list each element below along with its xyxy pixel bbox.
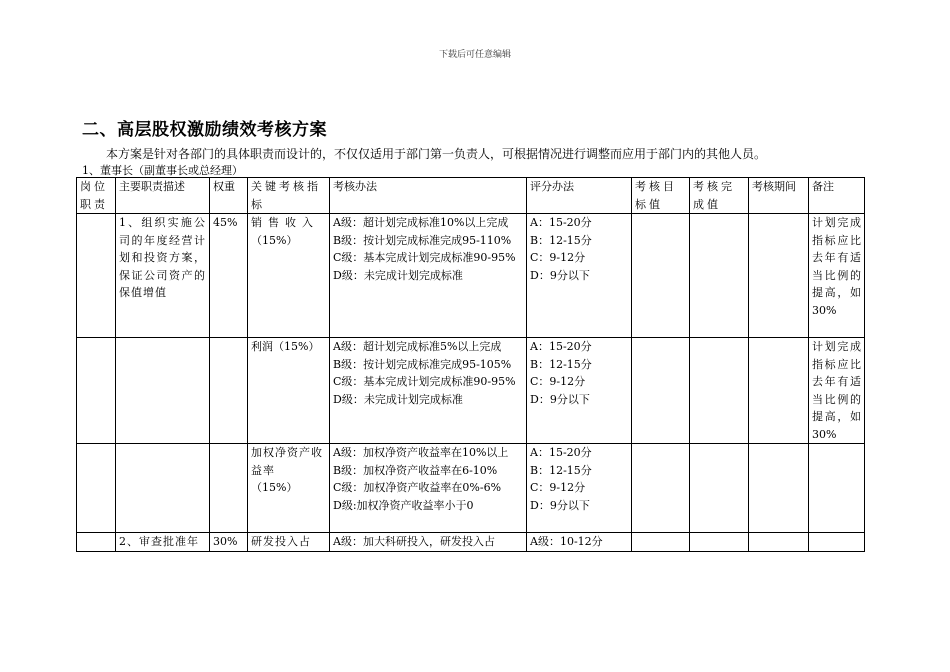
cell-duty [116, 444, 210, 533]
score-c: C：9-12分 [530, 481, 586, 494]
score-b: B：12-15分 [530, 463, 592, 477]
kpi-name: 销售收入 [251, 216, 319, 229]
method-level-c: C级：加权净资产收益率在0%-6% [333, 481, 502, 494]
table-row [77, 533, 865, 552]
cell-scoring [527, 214, 632, 338]
cell-duty: 1、组织实施公司的年度经营计划和投资方案，保证公司资产的保值增值 [116, 214, 210, 338]
header-duty: 主要职责描述 [116, 178, 210, 214]
page-header-note: 下载后可任意编辑 [438, 50, 511, 60]
header-position: 岗位职责 [77, 178, 116, 214]
table-row [77, 214, 865, 338]
method-level-c: C级：基本完成计划完成标准90-95% [333, 251, 516, 264]
score-a: A：15-20分 [530, 216, 592, 229]
cell-kpi [248, 214, 330, 338]
cell-note: 计划完成指标应比去年有适当比例的提高，如30% [809, 214, 865, 338]
score-c: C：9-12分 [530, 375, 586, 388]
score-d: D：9分以下 [530, 268, 590, 282]
method-level-d: D级：未完成计划完成标准 [333, 268, 463, 282]
cell-scoring [527, 444, 632, 533]
cell-target [632, 214, 690, 338]
cell-kpi [248, 444, 330, 533]
header-method: 考核办法 [330, 178, 527, 214]
score-a: A：15-20分 [530, 446, 592, 459]
kpi-weight: （15%） [251, 233, 298, 247]
cell-period [749, 338, 809, 444]
cell-weight [210, 444, 248, 533]
method-level-b: B级：加权净资产收益率在6-10% [333, 463, 498, 477]
score-d: D：9分以下 [530, 392, 590, 406]
cell-actual [690, 214, 749, 338]
score-d: D：9分以下 [530, 498, 590, 512]
cell-weight [210, 338, 248, 444]
cell-method [330, 214, 527, 338]
table-header-row [77, 178, 865, 214]
header-period: 考核期间 [749, 178, 809, 214]
cell-actual [690, 338, 749, 444]
table-row [77, 338, 865, 444]
cell-target [632, 444, 690, 533]
score-a: A：15-20分 [530, 340, 592, 353]
cell-actual [690, 533, 749, 552]
header-actual: 考核完成值 [690, 178, 749, 214]
method-level-d: D级:加权净资产收益率小于0 [333, 498, 474, 512]
cell-actual [690, 444, 749, 533]
cell-scoring [527, 338, 632, 444]
cell-position [77, 444, 116, 533]
cell-method: A级：加大科研投入，研发投入占 [330, 533, 527, 552]
method-level-d: D级：未完成计划完成标准 [333, 392, 463, 406]
kpi-weight: （15%） [251, 481, 298, 494]
cell-position [77, 533, 116, 552]
cell-duty: 2、审查批准年 [116, 533, 210, 552]
method-level-a: A级：超计划完成标准5%以上完成 [333, 340, 502, 353]
kpi-table [76, 177, 865, 552]
header-weight: 权重 [210, 178, 248, 214]
cell-weight: 30% [210, 533, 248, 552]
cell-method [330, 444, 527, 533]
cell-note [809, 444, 865, 533]
table-row [77, 444, 865, 533]
cell-scoring: A级：10-12分 [527, 533, 632, 552]
method-level-a: A级：超计划完成标准10%以上完成 [333, 216, 509, 229]
score-b: B：12-15分 [530, 357, 592, 371]
cell-position [77, 338, 116, 444]
cell-position [77, 214, 116, 338]
method-level-c: C级：基本完成计划完成标准90-95% [333, 375, 516, 388]
cell-note: 计划完成指标应比去年有适当比例的提高，如30% [809, 338, 865, 444]
kpi-name: 加权净资产收益率 [251, 446, 323, 477]
cell-duty [116, 338, 210, 444]
score-c: C：9-12分 [530, 251, 586, 264]
subsection-heading: 1、董事长（副董事长或总经理） [82, 164, 243, 177]
score-b: B：12-15分 [530, 233, 592, 247]
method-level-b: B级：按计划完成标准完成95-110% [333, 233, 512, 247]
header-kpi: 关键考核指标 [248, 178, 330, 214]
method-level-b: B级：按计划完成标准完成95-105% [333, 357, 512, 371]
cell-kpi [248, 338, 330, 444]
intro-paragraph: 本方案是针对各部门的具体职责而设计的，不仅仅适用于部门第一负责人，可根据情况进行调整而应用于部门内的其他人员。 [106, 147, 767, 161]
cell-note [809, 533, 865, 552]
cell-weight: 45% [210, 214, 248, 338]
header-target: 考核目标值 [632, 178, 690, 214]
cell-target [632, 338, 690, 444]
cell-target [632, 533, 690, 552]
cell-kpi: 研发投入占 [248, 533, 330, 552]
cell-period [749, 214, 809, 338]
cell-method [330, 338, 527, 444]
kpi-name: 利润（15%） [251, 340, 320, 353]
header-note: 备注 [809, 178, 865, 214]
header-scoring: 评分办法 [527, 178, 632, 214]
method-level-a: A级：加权净资产收益率在10%以上 [333, 446, 509, 459]
cell-period [749, 444, 809, 533]
section-title: 二、高层股权激励绩效考核方案 [82, 120, 327, 140]
cell-period [749, 533, 809, 552]
